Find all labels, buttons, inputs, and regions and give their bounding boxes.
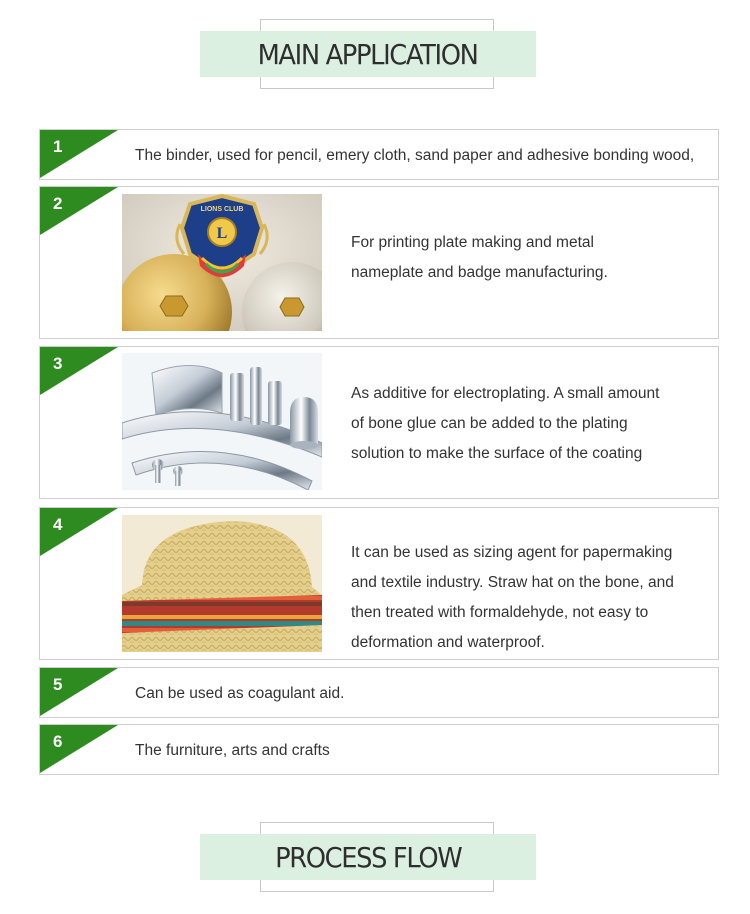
item-description [351, 228, 691, 288]
number-corner-marker [40, 187, 118, 235]
main-application-banner [200, 19, 536, 107]
application-item-6 [39, 724, 719, 775]
number-corner-marker [40, 130, 118, 178]
process-flow-title: PROCESS FLOW [274, 840, 462, 874]
item-number: 5 [53, 675, 63, 694]
item-line: It can be used as sizing agent for papermaking [351, 544, 673, 561]
badge-ring-text: LIONS CLUB [200, 206, 244, 213]
item-line: solution to make the surface of the coating [351, 445, 643, 462]
item-text: The furniture, arts and crafts [135, 742, 330, 759]
application-item-5 [39, 667, 719, 718]
item-line: nameplate and badge manufacturing. [351, 264, 608, 281]
main-application-title: MAIN APPLICATION [258, 37, 478, 71]
application-item-3 [39, 346, 719, 499]
item-line: of bone glue can be added to the plating [351, 415, 628, 432]
item-number: 1 [53, 137, 63, 156]
number-corner-marker [40, 725, 118, 773]
item-line: then treated with formaldehyde, not easy to [351, 604, 649, 621]
lions-club-badge-photo [122, 194, 322, 331]
item-number: 6 [53, 732, 63, 751]
item-description [351, 379, 691, 469]
banner-band [200, 834, 536, 880]
application-item-2 [39, 186, 719, 339]
svg-text:L: L [216, 225, 228, 242]
chrome-plated-fittings-photo [122, 353, 322, 490]
straw-hat-photo [122, 515, 322, 652]
item-text: The binder, used for pencil, emery cloth, sand paper and adhesive bonding wood, [135, 147, 695, 164]
item-number: 3 [53, 354, 63, 373]
banner-band [200, 31, 536, 77]
item-text: Can be used as coagulant aid. [135, 685, 345, 702]
application-item-4 [39, 507, 719, 660]
item-line: and textile industry. Straw hat on the bone, and [351, 574, 674, 591]
item-number: 2 [53, 194, 63, 213]
application-item-1 [39, 129, 719, 180]
item-description [351, 538, 691, 658]
item-number: 4 [53, 515, 63, 534]
item-line: deformation and waterproof. [351, 634, 545, 651]
number-corner-marker [40, 347, 118, 395]
item-line: As additive for electroplating. A small amount [351, 385, 660, 402]
process-flow-banner [200, 822, 536, 910]
number-corner-marker [40, 668, 118, 716]
item-line: For printing plate making and metal [351, 234, 594, 251]
number-corner-marker [40, 508, 118, 556]
